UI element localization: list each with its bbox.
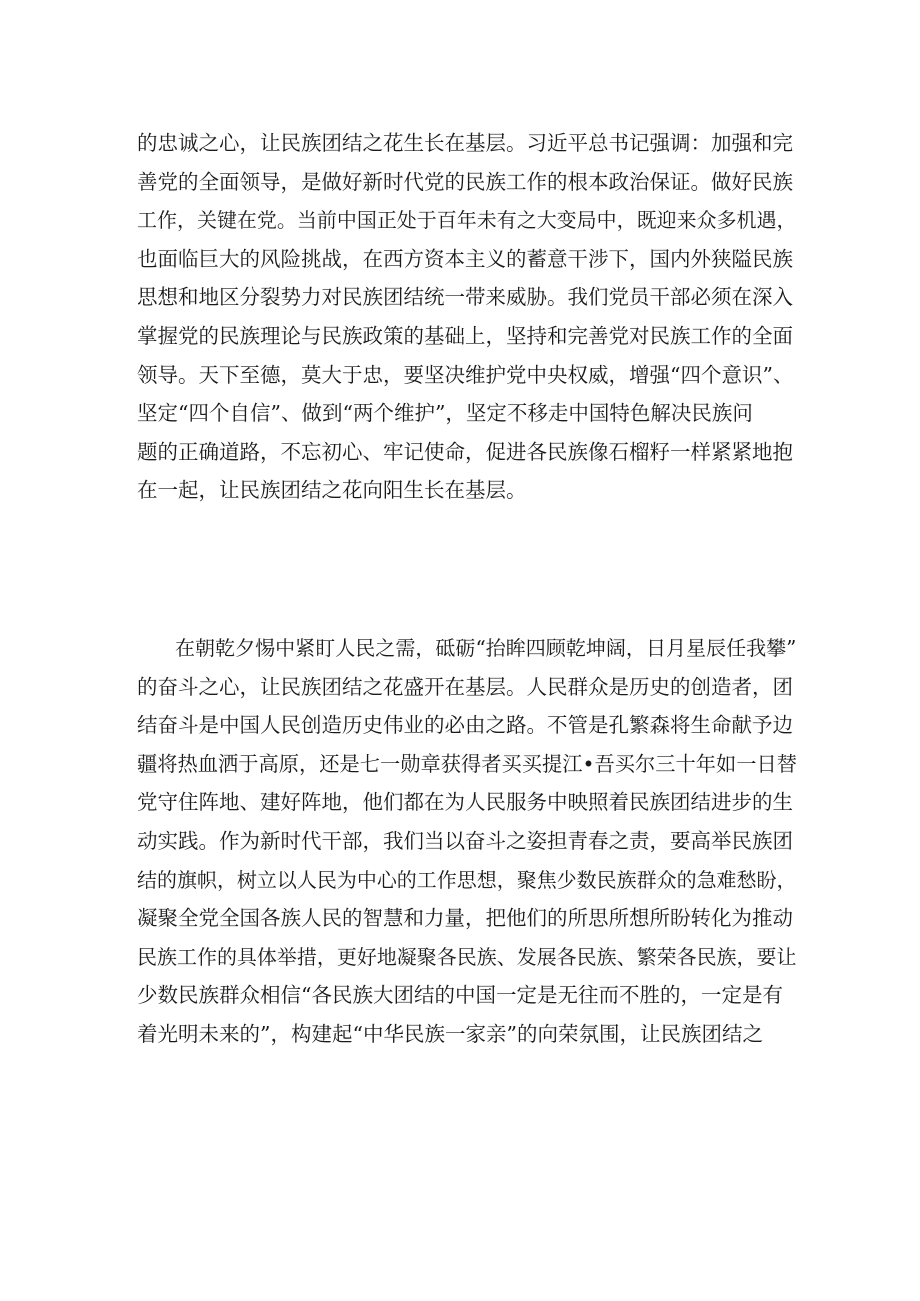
text-line: 疆将热血洒于高原，还是七一勋章获得者买买提江•吾买尔三十年如一日替 xyxy=(137,751,797,776)
text-line: 着光明未来的”，构建起“中华民族一家亲”的向荣氛围，让民族团结之 xyxy=(137,1021,763,1046)
text-line: 结奋斗是中国人民创造历史伟业的必由之路。不管是孔繁森将生命献予边 xyxy=(137,713,793,738)
text-line: 掌握党的民族理论与民族政策的基础上，坚持和完善党对民族工作的全面 xyxy=(137,323,793,348)
text-line: 民族工作的具体举措，更好地凝聚各民族、发展各民族、繁荣各民族，要让 xyxy=(137,944,797,969)
text-line: 领导。天下至德，莫大于忠，要坚决维护党中央权威，增强“四个意识”、 xyxy=(137,362,794,387)
text-line: 也面临巨大的风险挑战，在西方资本主义的蓄意干涉下，国内外狭隘民族 xyxy=(137,246,793,271)
text-line: 坚定“四个自信”、做到“两个维护”，坚定不移走中国特色解决民族问 xyxy=(137,401,753,426)
text-line: 结的旗帜，树立以人民为中心的工作思想，聚焦少数民族群众的急难愁盼， xyxy=(137,867,797,892)
text-line: 党守住阵地、建好阵地，他们都在为人民服务中映照着民族团结进步的生 xyxy=(137,790,793,815)
text-line: 思想和地区分裂势力对民族团结统一带来威胁。我们党员干部必须在深入 xyxy=(137,285,793,310)
text-line: 少数民族群众相信“各民族大团结的中国一定是无往而不胜的，一定是有 xyxy=(137,983,783,1008)
text-line-first: 在朝乾夕惕中紧盯人民之需，砥砺“抬眸四顾乾坤阔，日月星辰任我攀” xyxy=(175,636,797,660)
text-line: 的奋斗之心，让民族团结之花盛开在基层。人民群众是历史的创造者，团 xyxy=(137,674,793,699)
text-line: 工作，关键在党。当前中国正处于百年未有之大变局中，既迎来众多机遇， xyxy=(137,208,797,233)
text-line: 在一起，让民族团结之花向阳生长在基层。 xyxy=(137,478,527,503)
text-line: 动实践。作为新时代干部，我们当以奋斗之姿担青春之责，要高举民族团 xyxy=(137,828,793,853)
paragraph-loyalty xyxy=(137,124,797,510)
text-line: 善党的全面领导，是做好新时代党的民族工作的根本政治保证。做好民族 xyxy=(137,169,793,194)
text-line: 凝聚全党全国各族人民的智慧和力量，把他们的所思所想所盼转化为推动 xyxy=(137,906,793,931)
paragraph-struggle xyxy=(137,629,797,1054)
text-line: 的忠诚之心，让民族团结之花生长在基层。习近平总书记强调：加强和完 xyxy=(137,131,793,155)
text-line: 题的正确道路，不忘初心、牢记使命，促进各民族像石榴籽一样紧紧地抱 xyxy=(137,439,793,464)
